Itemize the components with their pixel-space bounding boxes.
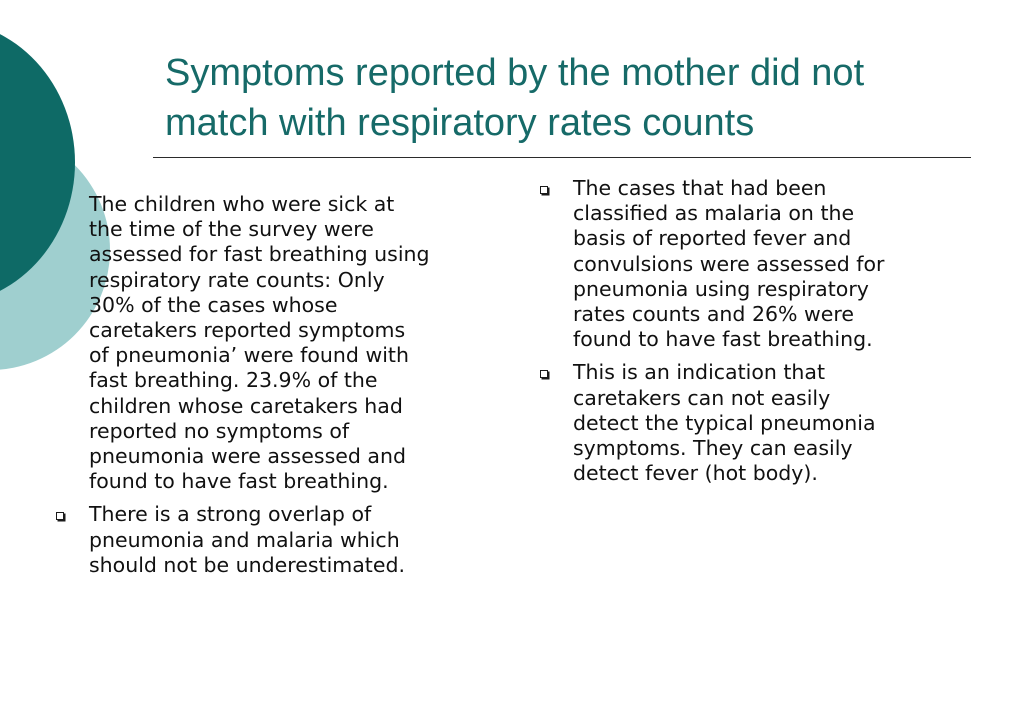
- text-line: should not be underestimated.: [89, 552, 405, 577]
- right-bullet-2: [536, 360, 996, 486]
- text-line: detect fever (hot body).: [573, 461, 818, 486]
- title-line-2: match with respiratory rates counts: [165, 102, 755, 144]
- text-line: classified as malaria on the: [573, 201, 855, 226]
- text-line: found to have fast breathing.: [89, 469, 389, 494]
- text-line: found to have fast breathing.: [573, 327, 873, 352]
- text-line: caretakers reported symptoms: [89, 318, 406, 343]
- text-line: assessed for fast breathing using: [89, 242, 430, 267]
- text-line: The cases that had been: [573, 176, 827, 200]
- text-line: pneumonia and malaria which: [89, 527, 400, 552]
- title-line-1: Symptoms reported by the mother did not: [165, 52, 865, 94]
- text-line: fast breathing. 23.9% of the: [89, 368, 378, 393]
- text-line: detect the typical pneumonia: [573, 410, 876, 435]
- text-line: There is a strong overlap of: [89, 502, 372, 527]
- text-line: 30% of the cases whose: [89, 292, 338, 317]
- left-bullet-2: [52, 502, 532, 578]
- text-line: respiratory rate counts: Only: [89, 267, 385, 292]
- title-divider: [153, 157, 971, 158]
- slide-title: [165, 48, 985, 148]
- text-line: convulsions were assessed for: [573, 251, 885, 276]
- text-line: This is an indication that: [573, 360, 826, 385]
- text-line: reported no symptoms of: [89, 418, 350, 443]
- text-line: of pneumonia’ were found with: [89, 343, 409, 368]
- right-bullet-1: [536, 176, 996, 352]
- left-column: [52, 192, 532, 586]
- text-line: the time of the survey were: [89, 217, 374, 242]
- text-line: basis of reported fever and: [573, 226, 852, 251]
- text-line: pneumonia were assessed and: [89, 444, 406, 469]
- square-bullet-icon: [540, 186, 548, 194]
- text-line: The children who were sick at: [89, 192, 395, 216]
- left-paragraph-1: [52, 192, 532, 494]
- square-bullet-icon: [56, 512, 64, 520]
- right-column: [536, 176, 996, 494]
- text-line: pneumonia using respiratory: [573, 276, 869, 301]
- text-line: children whose caretakers had: [89, 393, 403, 418]
- text-line: rates counts and 26% were: [573, 302, 855, 327]
- text-line: caretakers can not easily: [573, 385, 831, 410]
- square-bullet-icon: [540, 370, 548, 378]
- text-line: symptoms. They can easily: [573, 436, 853, 461]
